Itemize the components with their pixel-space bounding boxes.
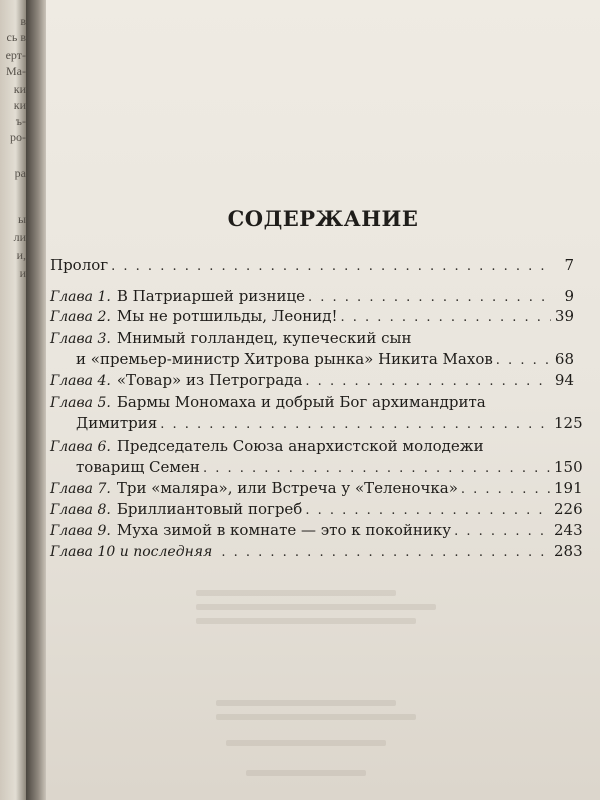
dot-leader <box>308 290 551 305</box>
toc-entry-chapter-6-continued <box>50 458 583 480</box>
left-page-fragment: ра <box>14 166 26 180</box>
left-page-fragment: Ма- <box>6 64 26 78</box>
toc-chapter-label: Глава 1. <box>50 289 111 305</box>
dot-leader <box>221 545 551 560</box>
toc-page-number: 243 <box>554 521 583 539</box>
toc-chapter-label: Глава 7. <box>50 481 111 497</box>
show-through-text <box>246 770 366 776</box>
dot-leader <box>341 310 551 325</box>
left-page-fragment: ерт- <box>5 48 26 62</box>
toc-page-number: 191 <box>554 479 583 497</box>
toc-entry-title: Мы не ротшильды, Леонид! <box>116 307 338 325</box>
page-title: СОДЕРЖАНИЕ <box>227 206 419 231</box>
toc-entry-title: Бриллиантовый погреб <box>116 500 303 518</box>
dot-leader <box>305 503 551 518</box>
left-page-fragment: и <box>19 266 26 280</box>
toc-page-number: 94 <box>554 371 574 389</box>
book-page <box>46 0 600 800</box>
toc-entry-chapter-5 <box>50 393 574 415</box>
toc-chapter-label: Глава 9. <box>50 523 111 539</box>
show-through-text <box>226 740 386 746</box>
left-page-fragment: ки <box>13 82 26 96</box>
toc-entry-chapter-1 <box>50 287 574 309</box>
toc-entry-chapter-5-continued <box>50 414 583 436</box>
toc-entry-title: товарищ Семен <box>76 458 200 476</box>
toc-page-number: 125 <box>554 414 583 432</box>
left-page-fragment: ро- <box>10 130 26 144</box>
toc-entry-chapter-3-continued <box>50 350 574 372</box>
toc-chapter-label: Глава 3. <box>50 331 111 347</box>
left-page-fragment: ки <box>13 98 26 112</box>
toc-entry-title: Бармы Мономаха и добрый Бог архимандрита <box>116 393 486 411</box>
toc-entry-chapter-2 <box>50 307 574 329</box>
toc-entry-chapter-4 <box>50 371 574 393</box>
toc-chapter-label: Глава 5. <box>50 395 111 411</box>
dot-leader <box>454 524 551 539</box>
dot-leader <box>111 259 551 274</box>
left-page-fragment: ъ- <box>15 114 26 128</box>
toc-page-number: 226 <box>554 500 583 518</box>
show-through-text <box>216 714 416 720</box>
toc-chapter-label: Глава 8. <box>50 502 111 518</box>
toc-entry-chapter-7 <box>50 479 583 501</box>
left-page-fragment: сь в <box>6 30 26 44</box>
toc-page-number: 39 <box>554 307 574 325</box>
dot-leader <box>203 461 551 476</box>
toc-chapter-label: Глава 10 и последняя <box>50 544 213 560</box>
toc-entry-title: Три «маляра», или Встреча у «Теленочка» <box>116 479 458 497</box>
toc-entry-title: Председатель Союза анархистской молодежи <box>116 437 484 455</box>
toc-chapter-label: Глава 2. <box>50 309 111 325</box>
dot-leader <box>496 353 551 368</box>
toc-entry-chapter-6 <box>50 437 574 459</box>
toc-chapter-label: Глава 4. <box>50 373 111 389</box>
dot-leader <box>305 374 551 389</box>
left-page-edge <box>0 0 26 800</box>
left-page-fragment: и, <box>16 248 26 262</box>
dot-leader <box>160 417 551 432</box>
toc-entry-title: и «премьер-министр Хитрова рынка» Никита Махов <box>76 350 493 368</box>
toc-page-number: 7 <box>564 256 574 274</box>
toc-entry-chapter-10 <box>50 542 583 564</box>
toc-entry-title: В Патриаршей ризнице <box>116 287 305 305</box>
left-page-fragment: ы <box>17 212 26 226</box>
toc-entry-chapter-8 <box>50 500 583 522</box>
toc-page-number: 68 <box>554 350 574 368</box>
left-page-fragment: в <box>20 14 26 28</box>
show-through-text <box>196 604 436 610</box>
show-through-text <box>216 700 396 706</box>
toc-entry-title: Пролог <box>50 256 109 274</box>
toc-entry-title: Муха зимой в комнате — это к покойнику <box>116 521 452 539</box>
toc-entry-title: Димитрия <box>76 414 158 432</box>
toc-entry-chapter-3 <box>50 329 574 351</box>
toc-page-number: 150 <box>554 458 583 476</box>
show-through-text <box>196 590 396 596</box>
show-through-text <box>196 618 416 624</box>
left-page-fragment: ли <box>13 230 26 244</box>
toc-page-number: 9 <box>564 287 574 305</box>
toc-entry-chapter-9 <box>50 521 583 543</box>
dot-leader <box>461 482 551 497</box>
toc-entry-title: «Товар» из Петрограда <box>116 371 303 389</box>
book-gutter <box>26 0 48 800</box>
toc-entry-prologue <box>50 256 574 278</box>
toc-page-number: 283 <box>554 542 583 560</box>
toc-chapter-label: Глава 6. <box>50 439 111 455</box>
toc-entry-title: Мнимый голландец, купеческий сын <box>116 329 412 347</box>
